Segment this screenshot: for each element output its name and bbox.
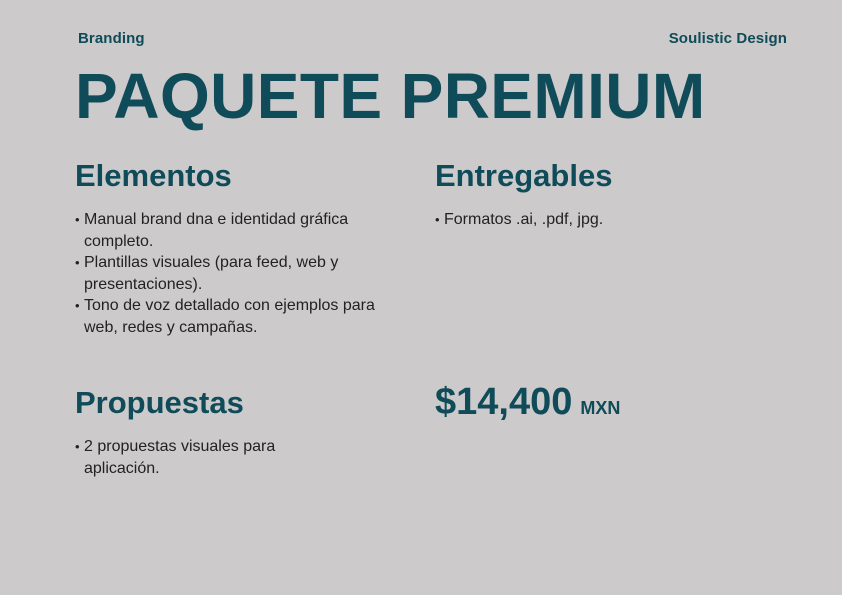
category-label: Branding <box>78 30 145 47</box>
price <box>435 383 620 421</box>
section-heading-elementos: Elementos <box>75 158 232 193</box>
price-amount: $14,400 <box>435 381 573 423</box>
brand-name: Soulistic Design <box>668 30 787 47</box>
price-currency: MXN <box>580 398 621 418</box>
elementos-list <box>75 209 375 338</box>
page-title: PAQUETE PREMIUM <box>75 60 706 132</box>
propuestas-list <box>75 436 305 479</box>
list-item: • Formatos .ai, .pdf, jpg. <box>435 209 735 231</box>
list-item: • Tono de voz detallado con ejemplos para web, redes y campañas. <box>75 295 375 338</box>
section-heading-propuestas: Propuestas <box>75 385 244 420</box>
list-item: • Manual brand dna e identidad gráfica completo. <box>75 209 375 252</box>
list-item: • 2 propuestas visuales para aplicación. <box>75 436 305 479</box>
section-heading-entregables: Entregables <box>435 158 613 193</box>
entregables-list <box>435 209 735 231</box>
list-item: • Plantillas visuales (para feed, web y presentaciones). <box>75 252 375 295</box>
